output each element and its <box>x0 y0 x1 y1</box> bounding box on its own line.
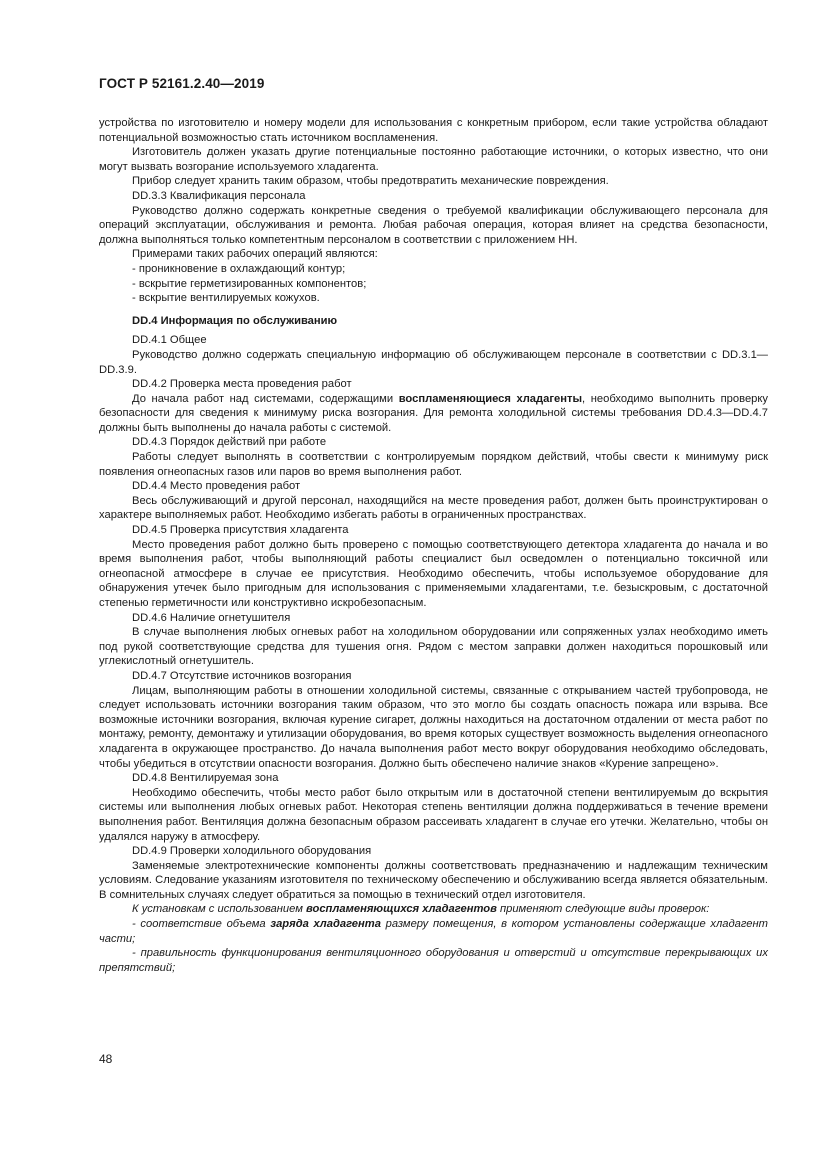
subsection-title: DD.3.3 Квалификация персонала <box>132 189 306 202</box>
bold-term: воспламеняющихся хладагентов <box>306 903 497 916</box>
bold-term: заряда хладагента <box>270 918 381 931</box>
subsection-title: DD.4.5 Проверка присутствия хладагента <box>132 524 349 537</box>
paragraph: Работы следует выполнять в соответствии с контролируемым порядком действий, чтобы свести к минимуму риск появления огнеопасных газов или паров во время выполнения работ. <box>99 451 768 478</box>
paragraph: Необходимо обеспечить, чтобы место работ было открытым или в достаточной степени вентилируемым до вскрытия системы или выполнения любых огневых работ. Некоторая степень вентиляции должна поддерживаться в течение времени выполнения работ. Вентиляция должна безопасным образом рассеивать хладагент в случае его утечки. Желательно, чтобы он удалялся наружу в атмосферу. <box>99 786 768 843</box>
subsection-title: DD.4.4 Место проведения работ <box>132 480 301 493</box>
paragraph: Руководство должно содержать специальную информацию об обслуживающем персонале в соответствии с DD.3.1—DD.3.9. <box>99 348 768 376</box>
subsection-title: DD.4.9 Проверки холодильного оборудования <box>132 845 372 858</box>
text-run: К установкам с использованием <box>132 903 307 916</box>
list-item: - проникновение в охлаждающий контур; <box>132 262 346 275</box>
paragraph <box>99 392 768 436</box>
list-item <box>99 917 768 946</box>
page-number: 48 <box>99 1052 113 1066</box>
subsection-title: DD.4.7 Отсутствие источников возгорания <box>132 669 352 682</box>
paragraph: Руководство должно содержать конкретные сведения о требуемой квалификации обслуживающего персонала для операций эксплуатации, обслуживания и ремонта. Любая рабочая операция, которая влияет на средства безопасности, должна выполняться только компетентным персоналом в соответствии с приложением НН. <box>99 204 768 246</box>
subsection-title: DD.4.8 Вентилируемая зона <box>132 772 279 785</box>
list-item: - правильность функционирования вентиляционного оборудования и отверстий и отсутствие перекрывающих их препятствий; <box>99 947 768 974</box>
paragraph: Прибор следует хранить таким образом, чтобы предотвратить механические повреждения. <box>132 175 609 188</box>
document-header: ГОСТ Р 52161.2.40—2019 <box>99 76 265 91</box>
text-run: применяют следующие виды проверок: <box>496 903 710 916</box>
list-item: - вскрытие герметизированных компонентов; <box>132 277 367 290</box>
subsection-title: DD.4.2 Проверка места проведения работ <box>132 378 352 391</box>
subsection-title: DD.4.3 Порядок действий при работе <box>132 436 327 449</box>
document-body <box>99 116 768 975</box>
text-run: , необходимо выполнить проверку безопасности для сведения к минимуму риска возгорания. Для ремонта холодильной системы требования DD.4.3—DD.4.7 должны быть выполнены до начала работы с системой. <box>99 392 769 434</box>
text-run: До начала работ над системами, содержащими <box>132 392 399 405</box>
paragraph: Примерами таких рабочих операций являются: <box>132 248 378 261</box>
paragraph: Заменяемые электротехнические компоненты должны соответствовать предназначению и надлежащим техническим условиям. Следование указаниям изготовителя по техническому обеспечению и обслуживанию всегда является обязательным. В сомнительных случаях следует обратиться за помощью в технический отдел изготовителя. <box>99 859 768 901</box>
paragraph: Место проведения работ должно быть проверено с помощью соответствующего детектора хладагента до начала и во время выполнения работ, чтобы выполняющий работы специалист был осведомлен о потенциально токсичной или огнеопасной атмосфере в случае ее присутствия. Необходимо обеспечить, чтобы используемое оборудование для обнаружения утечек было пригодным для использования с применяемыми хладагентами, т.е. безыскровым, с достаточной степенью герметичности или конструктивно искробезопасным. <box>99 538 768 609</box>
subsection-title: DD.4.1 Общее <box>132 334 207 347</box>
paragraph: устройства по изготовителю и номеру модели для использования с конкретным прибором, если такие устройства обладают потенциальной возможностью стать источником воспламенения. <box>99 117 768 144</box>
section-heading: DD.4 Информация по обслуживанию <box>132 314 338 327</box>
paragraph <box>99 902 768 917</box>
paragraph: Весь обслуживающий и другой персонал, находящийся на месте проведения работ, должен быть проинструктирован о характере выполняемых работ. Необходимо избегать работы в ограниченных пространствах. <box>99 494 768 522</box>
bold-term: воспламеняющиеся хладагенты <box>398 392 583 405</box>
list-item: - вскрытие вентилируемых кожухов. <box>132 292 320 305</box>
text-run: - соответствие объема <box>132 918 271 931</box>
subsection-title: DD.4.6 Наличие огнетушителя <box>132 611 291 624</box>
paragraph: В случае выполнения любых огневых работ на холодильном оборудовании или сопряженных узлах необходимо иметь под рукой соответствующие средства для тушения огня. Рядом с местом заправки должен находиться порошковый или углекислотный огнетушитель. <box>99 626 768 668</box>
text-run: размеру помещения, в котором установлены содержащие хладагент части; <box>99 918 768 945</box>
paragraph: Изготовитель должен указать другие потенциальные постоянно работающие источники, о которых известно, что они могут вызвать возгорание используемого хладагента. <box>99 146 768 173</box>
paragraph: Лицам, выполняющим работы в отношении холодильной системы, связанные с открыванием частей трубопровода, не следует использовать источники возгорания таким образом, что это могло бы создать опасность пожара или взрыва. Все возможные источники возгорания, включая курение сигарет, должны находиться на достаточном отдалении от места работ по монтажу, ремонту, демонтажу и утилизации оборудования, во время которых существует возможность выделения огнеопасного хладагента в окружающее пространство. До начала выполнения работ место вокруг оборудования необходимо обследовать, чтобы убедиться в отсутствии опасности возгорания. Должно быть обеспечено наличие знаков «Курение запрещено». <box>99 684 768 770</box>
